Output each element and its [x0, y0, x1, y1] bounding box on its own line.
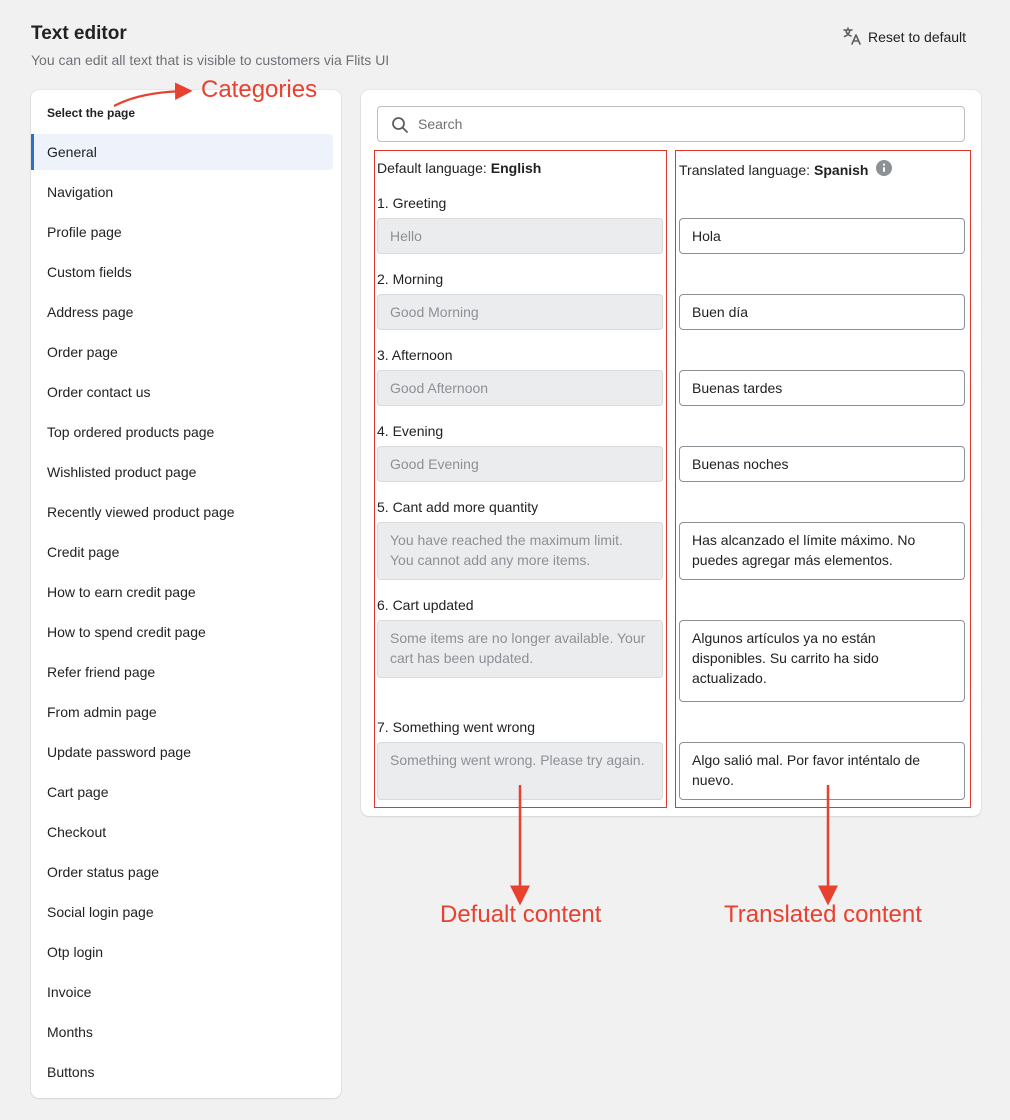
page-subtitle: You can edit all text that is visible to customers via Flits UI — [31, 52, 390, 68]
sidebar-item-order-page[interactable]: Order page — [47, 344, 118, 360]
translate-icon — [842, 26, 862, 49]
default-text-cant-add-more: You have reached the maximum limit. You cannot add any more items. — [377, 522, 663, 580]
sidebar-item-how-to-spend-credit[interactable]: How to spend credit page — [47, 624, 206, 640]
sidebar-item-cart-page[interactable]: Cart page — [47, 784, 109, 800]
translated-input-something-went-wrong[interactable]: Algo salió mal. Por favor inténtalo de nuevo. — [679, 742, 965, 800]
sidebar-heading: Select the page — [47, 106, 136, 120]
translated-language-name: Spanish — [814, 161, 869, 178]
field-label-cant-add-more: 5. Cant add more quantity — [377, 499, 539, 515]
search-field[interactable] — [377, 106, 965, 142]
translated-input-morning[interactable]: Buen día — [679, 294, 965, 330]
sidebar-item-update-password[interactable]: Update password page — [47, 744, 191, 760]
sidebar-item-address-page[interactable]: Address page — [47, 304, 134, 320]
info-icon[interactable] — [869, 160, 892, 179]
translated-language-header — [679, 160, 892, 179]
sidebar-item-refer-friend[interactable]: Refer friend page — [47, 664, 156, 680]
default-language-prefix: Default language: — [377, 160, 487, 176]
translated-input-greeting[interactable]: Hola — [679, 218, 965, 254]
sidebar-item-months[interactable]: Months — [47, 1024, 93, 1040]
sidebar-item-custom-fields[interactable]: Custom fields — [47, 264, 132, 280]
default-text-something-went-wrong: Something went wrong. Please try again. — [377, 742, 663, 800]
translated-input-evening[interactable]: Buenas noches — [679, 446, 965, 482]
sidebar-item-general[interactable]: General — [31, 134, 333, 170]
reset-to-default-button[interactable] — [838, 24, 970, 50]
translated-language-prefix: Translated language: — [679, 161, 811, 178]
default-text-greeting: Hello — [377, 218, 663, 254]
translated-input-cant-add-more[interactable]: Has alcanzado el límite máximo. No puedes agregar más elementos. — [679, 522, 965, 580]
sidebar-item-wishlisted-product[interactable]: Wishlisted product page — [47, 464, 197, 480]
default-text-morning: Good Morning — [377, 294, 663, 330]
default-text-cart-updated: Some items are no longer available. Your cart has been updated. — [377, 620, 663, 678]
default-content-annotation: Defualt content — [440, 901, 602, 928]
categories-annotation: Categories — [201, 76, 318, 103]
page-category-sidebar — [31, 90, 341, 1098]
sidebar-item-profile-page[interactable]: Profile page — [47, 224, 122, 240]
field-label-morning: 2. Morning — [377, 271, 444, 287]
sidebar-item-order-contact-us[interactable]: Order contact us — [47, 384, 151, 400]
sidebar-item-social-login[interactable]: Social login page — [47, 904, 154, 920]
field-label-evening: 4. Evening — [377, 423, 444, 439]
sidebar-item-otp-login[interactable]: Otp login — [47, 944, 104, 960]
field-label-afternoon: 3. Afternoon — [377, 347, 453, 363]
default-text-evening: Good Evening — [377, 446, 663, 482]
sidebar-item-top-ordered-products[interactable]: Top ordered products page — [47, 424, 215, 440]
search-input[interactable] — [418, 107, 958, 141]
sidebar-item-recently-viewed[interactable]: Recently viewed product page — [47, 504, 235, 520]
reset-label: Reset to default — [868, 29, 967, 45]
field-label-cart-updated: 6. Cart updated — [377, 597, 474, 613]
field-label-something-went-wrong: 7. Something went wrong — [377, 719, 535, 735]
translated-content-annotation: Translated content — [724, 901, 922, 928]
field-label-greeting: 1. Greeting — [377, 195, 447, 211]
sidebar-item-order-status[interactable]: Order status page — [47, 864, 160, 880]
default-language-name: English — [490, 160, 542, 176]
sidebar-item-buttons[interactable]: Buttons — [47, 1064, 95, 1080]
default-text-afternoon: Good Afternoon — [377, 370, 663, 406]
default-language-header — [377, 160, 541, 176]
sidebar-item-how-to-earn-credit[interactable]: How to earn credit page — [47, 584, 196, 600]
category-list — [31, 134, 333, 1094]
translated-input-afternoon[interactable]: Buenas tardes — [679, 370, 965, 406]
translated-input-cart-updated[interactable]: Algunos artículos ya no están disponibles. Su carrito ha sido actualizado. — [679, 620, 965, 702]
sidebar-item-invoice[interactable]: Invoice — [47, 984, 92, 1000]
sidebar-item-checkout[interactable]: Checkout — [47, 824, 107, 840]
sidebar-item-credit-page[interactable]: Credit page — [47, 544, 120, 560]
page-title: Text editor — [31, 23, 127, 44]
sidebar-item-navigation[interactable]: Navigation — [47, 184, 114, 200]
sidebar-item-from-admin[interactable]: From admin page — [47, 704, 157, 720]
